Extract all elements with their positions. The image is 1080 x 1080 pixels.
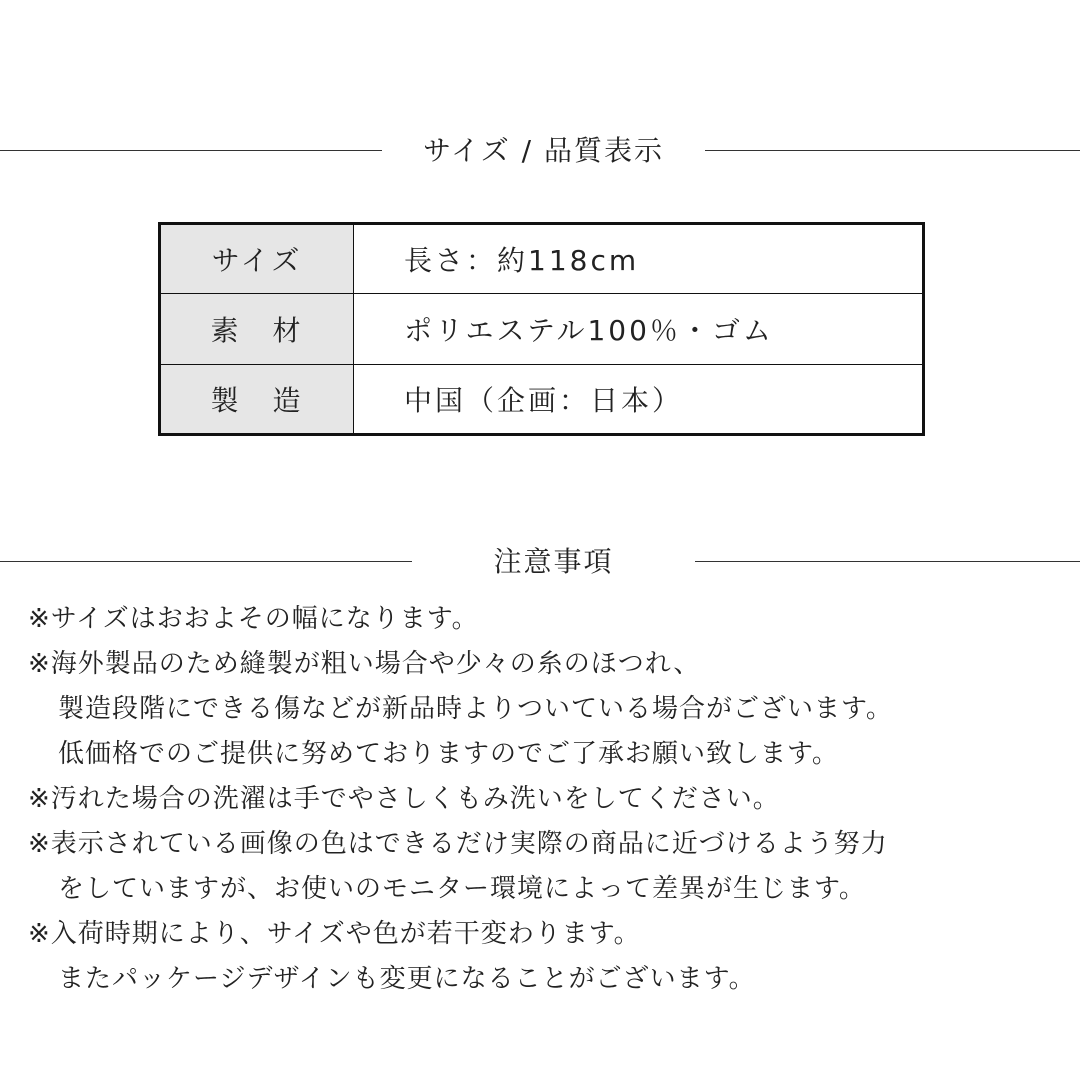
notes-line: ※汚れた場合の洗濯は手でやさしくもみ洗いをしてください。 [28, 784, 780, 814]
heading-rule-right [705, 150, 1080, 151]
notes-list [28, 597, 1068, 1002]
notes-line: ※表示されている画像の色はできるだけ実際の商品に近づけるよう努力 [28, 829, 888, 859]
spec-label-size: サイズ [160, 224, 354, 294]
heading-rule-right [695, 561, 1080, 562]
spec-label-material: 素 材 [160, 294, 354, 365]
spec-label-origin: 製 造 [160, 365, 354, 435]
spec-table [158, 222, 925, 436]
spec-row-size [160, 224, 924, 294]
spec-section-heading [0, 131, 1080, 171]
spec-row-origin [160, 365, 924, 435]
spec-section-title: サイズ / 品質表示 [423, 134, 664, 167]
notes-line: 低価格でのご提供に努めておりますのでご了承お願い致します。 [58, 739, 839, 769]
notes-line: 製造段階にできる傷などが新品時よりついている場合がございます。 [58, 694, 893, 724]
spec-value-origin: 中国（企画：日本） [354, 365, 924, 435]
notes-line: をしていますが、お使いのモニター環境によって差異が生じます。 [58, 874, 866, 904]
notes-line: ※海外製品のため縫製が粗い場合や少々の糸のほつれ、 [28, 649, 701, 679]
heading-rule-left [0, 150, 382, 151]
notes-line: またパッケージデザインも変更になることがございます。 [58, 964, 756, 994]
notes-line: ※サイズはおおよその幅になります。 [28, 604, 479, 634]
heading-rule-left [0, 561, 412, 562]
spec-value-size: 長さ：約118cm [354, 224, 924, 294]
spec-value-material: ポリエステル100％・ゴム [354, 294, 924, 365]
notes-line: ※入荷時期により、サイズや色が若干変わります。 [28, 919, 641, 949]
spec-row-material [160, 294, 924, 365]
notes-section-title: 注意事項 [493, 545, 614, 578]
notes-section-heading [0, 542, 1080, 582]
